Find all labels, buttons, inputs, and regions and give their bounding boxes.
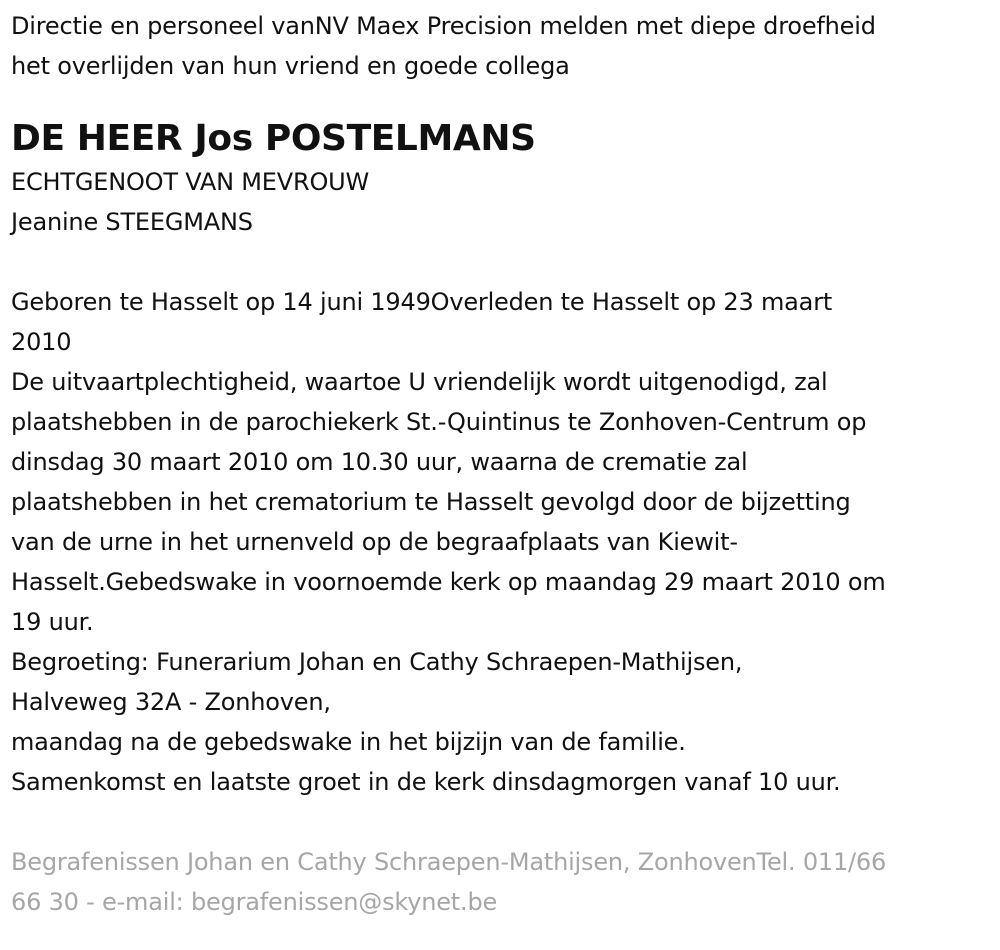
details-line: maandag na de gebedswake in het bijzijn van de familie. (11, 728, 686, 756)
obituary-notice (11, 6, 991, 922)
details-line: Samenkomst en laatste groet in de kerk dinsdagmorgen vanaf 10 uur. (11, 768, 841, 796)
blank-line (11, 242, 991, 282)
funeral-details (11, 282, 991, 802)
details-line: 19 uur. (11, 608, 94, 636)
intro-line-2: het overlijden van hun vriend en goede collega (11, 52, 570, 80)
details-line: Begroeting: Funerarium Johan en Cathy Schraepen-Mathijsen, (11, 648, 743, 676)
deceased-name: DE HEER Jos POSTELMANS (11, 118, 536, 159)
details-line: Hasselt.Gebedswake in voornoemde kerk op maandag 29 maart 2010 om (11, 568, 886, 596)
details-line: dinsdag 30 maart 2010 om 10.30 uur, waarna de crematie zal (11, 448, 748, 476)
footer-line-1: Begrafenissen Johan en Cathy Schraepen-Mathijsen, ZonhovenTel. 011/66 (11, 848, 887, 876)
details-line: plaatshebben in de parochiekerk St.-Quintinus te Zonhoven-Centrum op (11, 408, 867, 436)
funeral-director-footer (11, 842, 991, 922)
details-line: Halveweg 32A - Zonhoven, (11, 688, 331, 716)
details-line: van de urne in het urnenveld op de begraafplaats van Kiewit- (11, 528, 738, 556)
intro-line-1: Directie en personeel vanNV Maex Precision melden met diepe droefheid (11, 12, 876, 40)
spouse-title: ECHTGENOOT VAN MEVROUW (11, 168, 370, 196)
details-line: Geboren te Hasselt op 14 juni 1949Overleden te Hasselt op 23 maart (11, 288, 833, 316)
spouse-name: Jeanine STEEGMANS (11, 208, 253, 236)
details-line: plaatshebben in het crematorium te Hasselt gevolgd door de bijzetting (11, 488, 851, 516)
details-line: 2010 (11, 328, 72, 356)
announcement-intro (11, 6, 991, 86)
footer-line-2: 66 30 - e-mail: begrafenissen@skynet.be (11, 888, 498, 916)
spouse-info (11, 162, 991, 242)
details-line: De uitvaartplechtigheid, waartoe U vriendelijk wordt uitgenodigd, zal (11, 368, 828, 396)
